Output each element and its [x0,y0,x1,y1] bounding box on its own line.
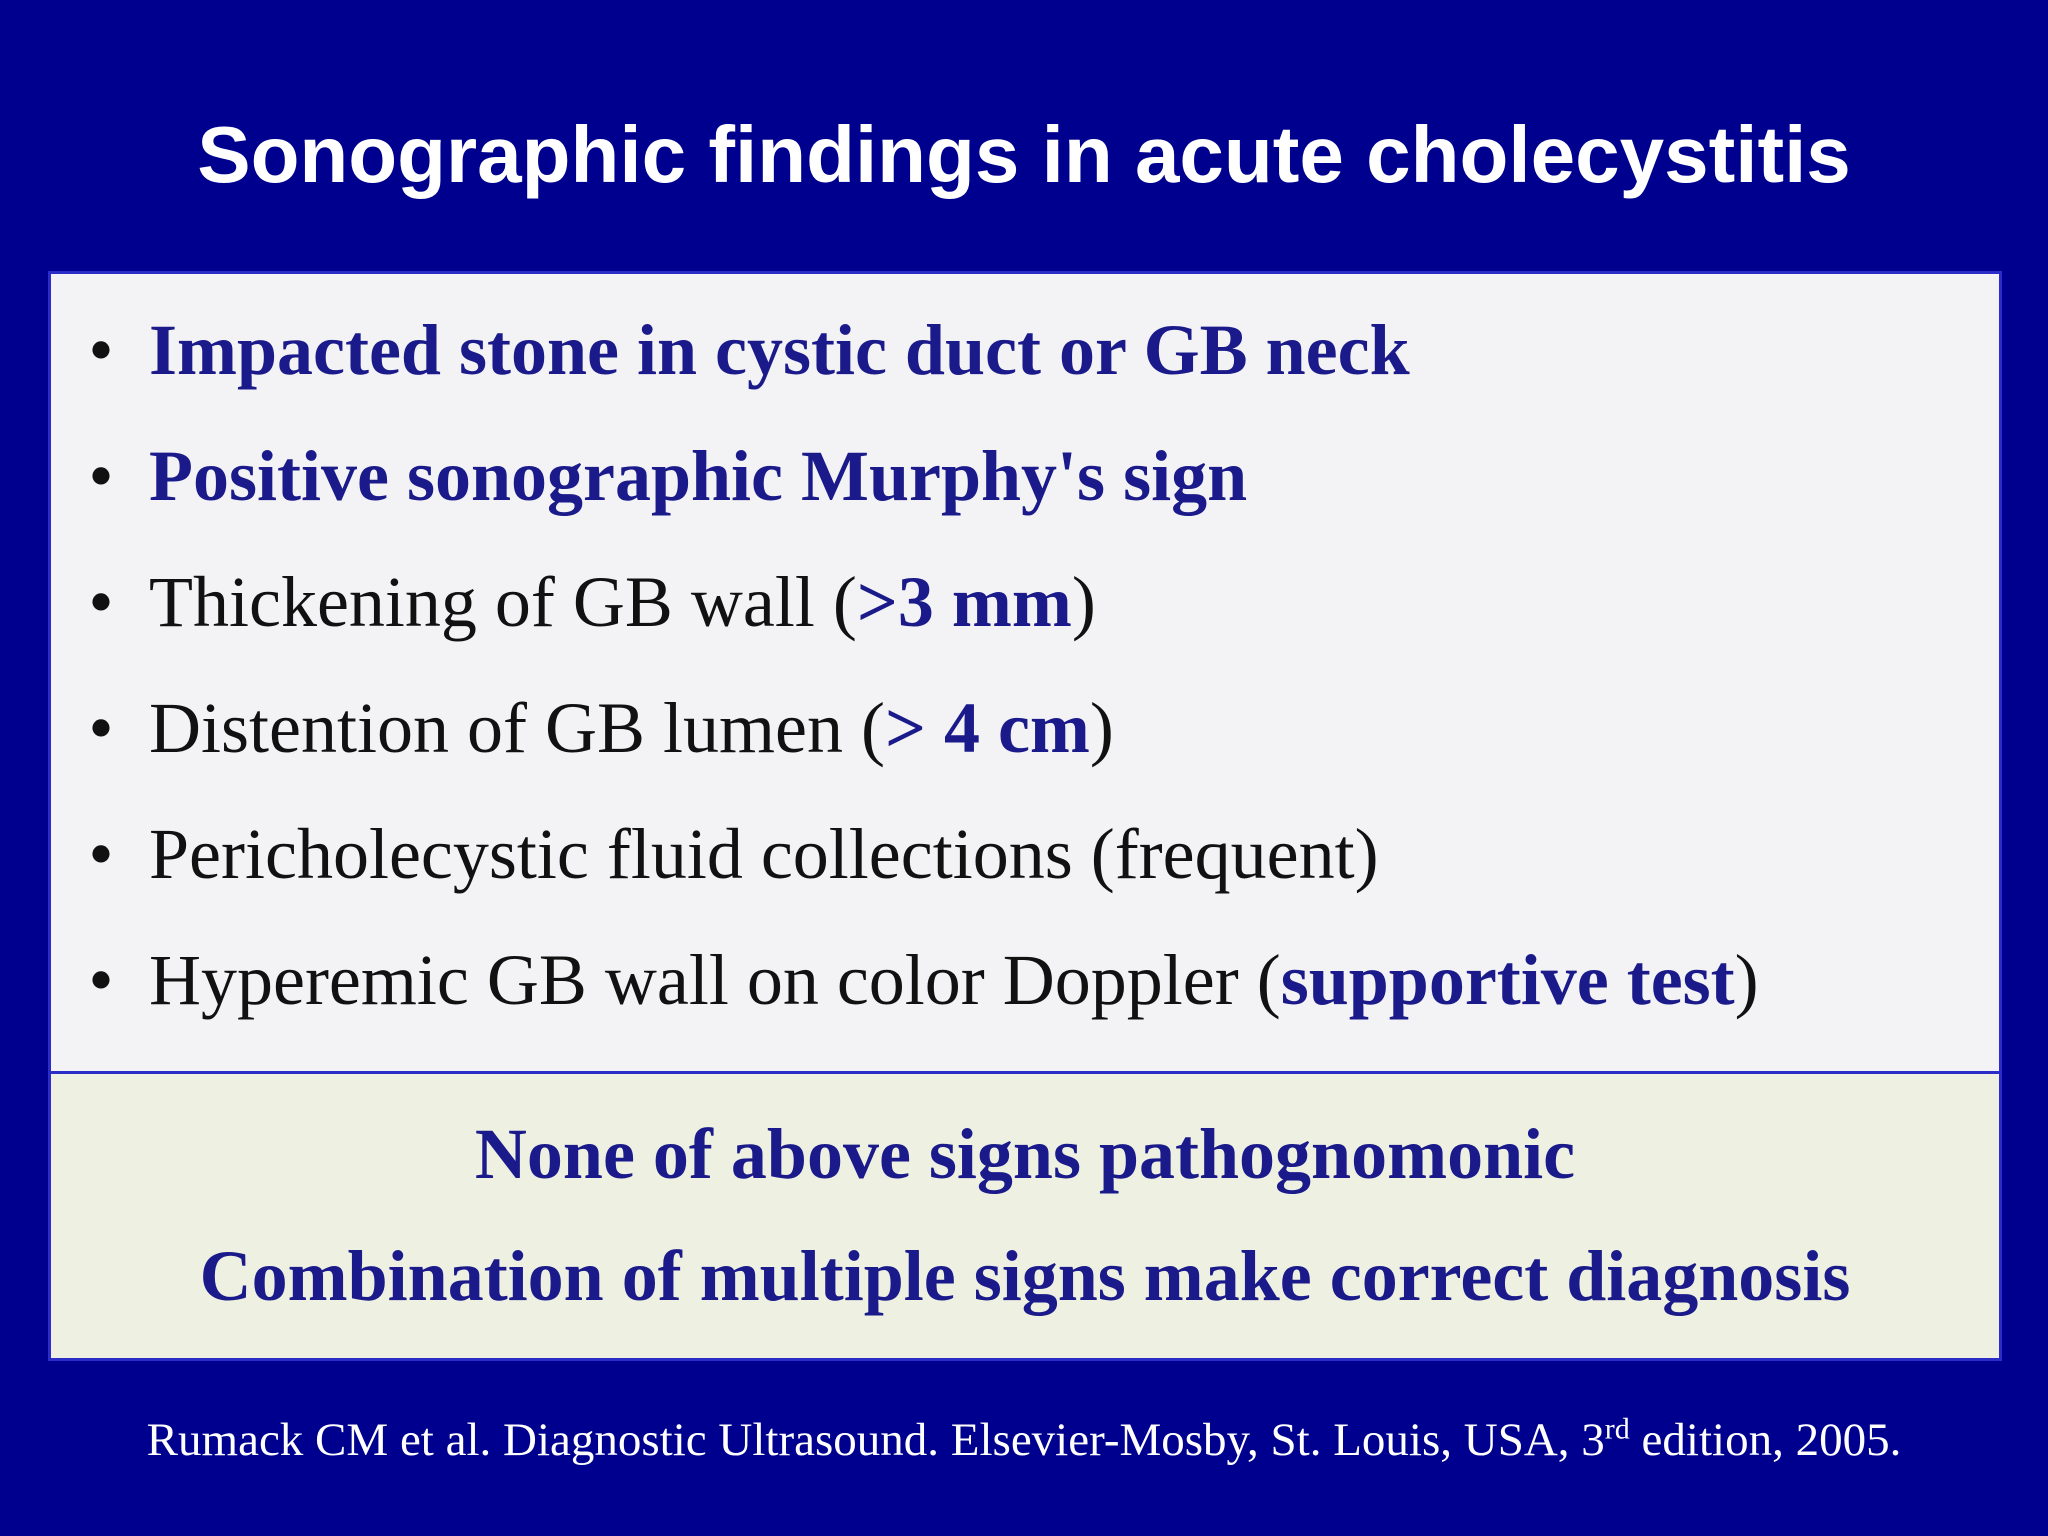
list-item [51,426,1999,552]
list-item [51,678,1999,804]
finding-highlight: > 4 cm [884,688,1090,768]
bullet-icon: • [88,940,114,1020]
list-item [51,804,1999,930]
bullet-icon: • [88,814,114,894]
bullet-icon: • [88,688,114,768]
finding-text: Distention of GB lumen ( [149,688,885,768]
bullet-icon: • [88,562,114,642]
citation-superscript: rd [1604,1412,1630,1446]
finding-suffix: ) [1089,688,1114,768]
conclusion-note: Combination of multiple signs make correct diagnosis [199,1236,1851,1316]
findings-list [51,300,1999,1056]
bullet-icon: • [88,310,114,390]
list-item [51,552,1999,678]
conclusion-note: None of above signs pathognomonic [474,1114,1576,1194]
list-item [51,930,1999,1056]
finding-text: Thickening of GB wall ( [149,562,857,642]
finding-highlight: supportive test [1280,940,1735,1020]
list-item [51,300,1999,426]
finding-suffix: ) [1734,940,1759,1020]
citation-text-end: edition, 2005. [1629,1414,1902,1466]
findings-box [48,271,2002,1361]
slide-title: Sonographic findings in acute cholecystitis [197,110,1851,199]
finding-text: Pericholecystic fluid collections (frequent) [149,814,1379,894]
citation [0,1405,2048,1475]
finding-highlight: >3 mm [856,562,1072,642]
finding-text: Hyperemic GB wall on color Doppler ( [149,940,1281,1020]
finding-text: Positive sonographic Murphy's sign [149,436,1248,516]
citation-text: Rumack CM et al. Diagnostic Ultrasound. Elsevier-Mosby, St. Louis, USA, 3 [146,1414,1605,1466]
bullet-icon: • [88,436,114,516]
conclusion-panel [51,1071,1999,1358]
finding-text: Impacted stone in cystic duct or GB neck [149,310,1410,390]
finding-suffix: ) [1071,562,1096,642]
